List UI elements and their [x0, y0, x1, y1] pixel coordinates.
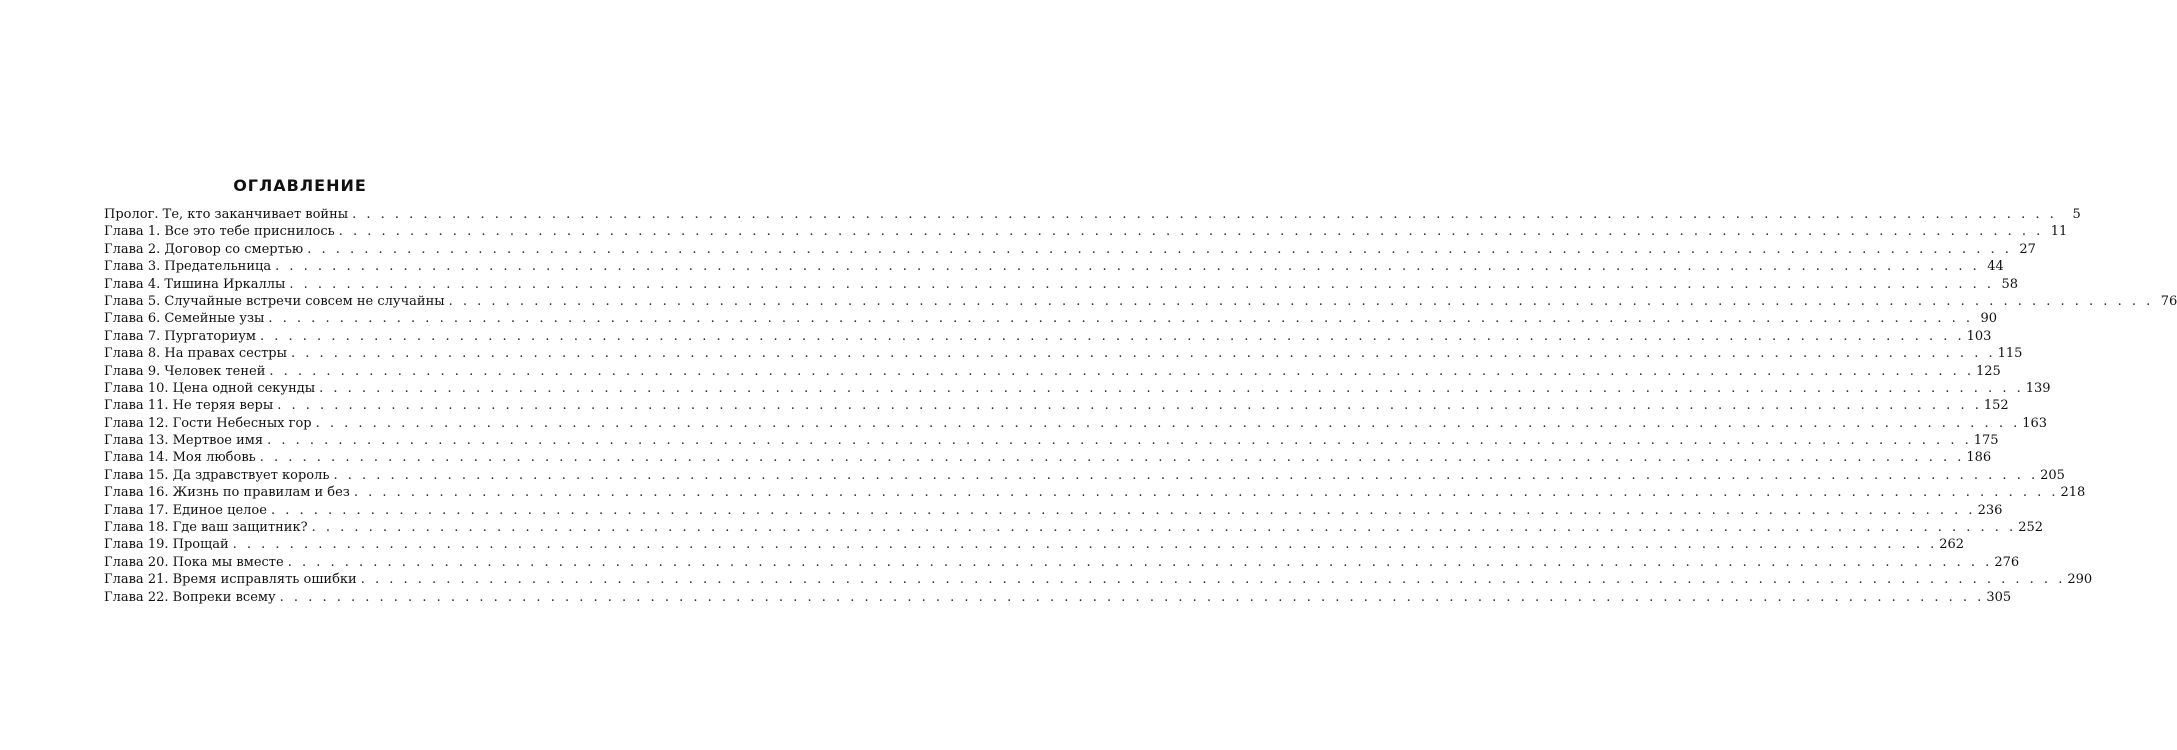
toc-entry-page-number: 290 — [2067, 572, 2093, 588]
toc-entry-page-number: 90 — [1980, 311, 1998, 327]
toc-entry-label: Глава 10. Цена одной секунды — [104, 380, 316, 396]
toc-entry — [104, 363, 2001, 380]
toc-entry — [104, 519, 2044, 536]
toc-entry-page-number: 58 — [2001, 276, 2019, 292]
toc-leader-dots: . . . . . . . . . . . . . . . . . . . . . . . . . . . . . . . . . . . . . . . . . . . . . . . . . . . . . . . . . . . . . . . . . . . . . . . . . . . . . . . . . . . . . . . . . . . . . . . . . . . . . . . . . . . . . . . . . . . . . . . . — [448, 293, 2154, 309]
toc-entry-label: Глава 7. Пургаториум — [104, 328, 256, 344]
toc-leader-dots: . . . . . . . . . . . . . . . . . . . . . . . . . . . . . . . . . . . . . . . . . . . . . . . . . . . . . . . . . . . . . . . . . . . . . . . . . . . . . . . . . . . . . . . . . . . . . . . . . . . . . . . . . . . . . . . . . . . . . . . . — [319, 380, 2024, 396]
toc-entry-label: Глава 5. Случайные встречи совсем не случайны — [104, 293, 445, 309]
toc-entry — [104, 589, 2012, 606]
toc-leader-dots: . . . . . . . . . . . . . . . . . . . . . . . . . . . . . . . . . . . . . . . . . . . . . . . . . . . . . . . . . . . . . . . . . . . . . . . . . . . . . . . . . . . . . . . . . . . . . . . . . . . . . . . . . . . . . . . . . . . . . . . . — [315, 415, 2021, 431]
toc-entry-page-number: 76 — [2160, 293, 2177, 309]
toc-leader-dots: . . . . . . . . . . . . . . . . . . . . . . . . . . . . . . . . . . . . . . . . . . . . . . . . . . . . . . . . . . . . . . . . . . . . . . . . . . . . . . . . . . . . . . . . . . . . . . . . . . . . . . . . . . . . . . . . . . . . . . . . — [275, 259, 1980, 275]
toc-entry-label: Глава 1. Все это тебе приснилось — [104, 224, 335, 240]
toc-entry — [104, 276, 2019, 293]
toc-leader-dots: . . . . . . . . . . . . . . . . . . . . . . . . . . . . . . . . . . . . . . . . . . . . . . . . . . . . . . . . . . . . . . . . . . . . . . . . . . . . . . . . . . . . . . . . . . . . . . . . . . . . . . . . . . . . . . . . . . . . . . . . — [268, 311, 1974, 327]
toc-entry-page-number: 163 — [2022, 415, 2048, 431]
toc-entry-label: Глава 21. Время исправлять ошибки — [104, 572, 357, 588]
toc-entry-label: Глава 22. Вопреки всему — [104, 589, 276, 605]
toc-entry — [104, 380, 2051, 397]
toc-entry-page-number: 186 — [1966, 450, 1992, 466]
table-of-contents — [104, 206, 2177, 606]
toc-entry-label: Глава 17. Единое целое — [104, 502, 267, 518]
toc-entry — [104, 536, 1965, 553]
toc-entry-label: Глава 4. Тишина Иркаллы — [104, 276, 286, 292]
toc-entry-page-number: 262 — [1939, 537, 1965, 553]
toc-leader-dots: . . . . . . . . . . . . . . . . . . . . . . . . . . . . . . . . . . . . . . . . . . . . . . . . . . . . . . . . . . . . . . . . . . . . . . . . . . . . . . . . . . . . . . . . . . . . . . . . . . . . . . . . . . . . . . . . . . . . . . . . — [269, 363, 1974, 379]
toc-entry — [104, 397, 2009, 414]
toc-entry-page-number: 252 — [2018, 520, 2044, 536]
toc-entry-page-number: 175 — [1973, 433, 1999, 449]
toc-leader-dots: . . . . . . . . . . . . . . . . . . . . . . . . . . . . . . . . . . . . . . . . . . . . . . . . . . . . . . . . . . . . . . . . . . . . . . . . . . . . . . . . . . . . . . . . . . . . . . . . . . . . . . . . . . . . . . . . . . . . . . . . — [333, 467, 2039, 483]
toc-entry — [104, 571, 2093, 588]
toc-entry-page-number: 44 — [1987, 259, 2004, 275]
toc-entry-page-number: 236 — [1977, 502, 2003, 518]
toc-entry — [104, 345, 2023, 362]
toc-entry-label: Глава 12. Гости Небесных гор — [104, 415, 312, 431]
toc-leader-dots: . . . . . . . . . . . . . . . . . . . . . . . . . . . . . . . . . . . . . . . . . . . . . . . . . . . . . . . . . . . . . . . . . . . . . . . . . . . . . . . . . . . . . . . . . . . . . . . . . . . . . . . . . . . . . . . . . . . . . . . . — [307, 241, 2012, 257]
toc-entry — [104, 293, 2177, 310]
toc-entry-page-number: 103 — [1966, 328, 1992, 344]
toc-leader-dots: . . . . . . . . . . . . . . . . . . . . . . . . . . . . . . . . . . . . . . . . . . . . . . . . . . . . . . . . . . . . . . . . . . . . . . . . . . . . . . . . . . . . . . . . . . . . . . . . . . . . . . . . . . . . . . . . . . . . . . . . — [290, 346, 1996, 362]
toc-entry — [104, 223, 2068, 240]
toc-entry-page-number: 276 — [1994, 554, 2020, 570]
toc-entry-page-number: 139 — [2025, 380, 2051, 396]
toc-entry-label: Глава 16. Жизнь по правилам и без — [104, 485, 350, 501]
toc-entry-page-number: 205 — [2040, 467, 2065, 483]
toc-entry-label: Глава 19. Прощай — [104, 537, 229, 553]
toc-entry — [104, 241, 2036, 258]
toc-entry-label: Глава 14. Моя любовь — [104, 450, 256, 466]
toc-entry-label: Глава 2. Договор со смертью — [104, 241, 304, 257]
toc-entry — [104, 310, 1998, 327]
toc-entry-label: Глава 13. Мертвое имя — [104, 433, 264, 449]
toc-entry-label: Глава 9. Человек теней — [104, 363, 266, 379]
toc-entry-page-number: 125 — [1976, 363, 2001, 379]
toc-leader-dots: . . . . . . . . . . . . . . . . . . . . . . . . . . . . . . . . . . . . . . . . . . . . . . . . . . . . . . . . . . . . . . . . . . . . . . . . . . . . . . . . . . . . . . . . . . . . . . . . . . . . . . . . . . . . . . . . . . . . . . . . — [232, 537, 1938, 553]
toc-leader-dots: . . . . . . . . . . . . . . . . . . . . . . . . . . . . . . . . . . . . . . . . . . . . . . . . . . . . . . . . . . . . . . . . . . . . . . . . . . . . . . . . . . . . . . . . . . . . . . . . . . . . . . . . . . . . . . . . . . . . . . . . — [360, 572, 2066, 588]
toc-entry — [104, 502, 2003, 519]
toc-entry-label: Глава 6. Семейные узы — [104, 311, 265, 327]
toc-entry-page-number: 305 — [1986, 589, 2012, 605]
toc-entry — [104, 449, 1992, 466]
toc-leader-dots: . . . . . . . . . . . . . . . . . . . . . . . . . . . . . . . . . . . . . . . . . . . . . . . . . . . . . . . . . . . . . . . . . . . . . . . . . . . . . . . . . . . . . . . . . . . . . . . . . . . . . . . . . . . . . . . . . . . . . . . . — [279, 589, 1985, 605]
toc-entry — [104, 258, 2004, 275]
toc-entry-page-number: 115 — [1997, 346, 2023, 362]
toc-leader-dots: . . . . . . . . . . . . . . . . . . . . . . . . . . . . . . . . . . . . . . . . . . . . . . . . . . . . . . . . . . . . . . . . . . . . . . . . . . . . . . . . . . . . . . . . . . . . . . . . . . . . . . . . . . . . . . . . . . . . . . . . — [311, 520, 2017, 536]
toc-entry-label: Глава 20. Пока мы вместе — [104, 554, 284, 570]
toc-leader-dots: . . . . . . . . . . . . . . . . . . . . . . . . . . . . . . . . . . . . . . . . . . . . . . . . . . . . . . . . . . . . . . . . . . . . . . . . . . . . . . . . . . . . . . . . . . . . . . . . . . . . . . . . . . . . . . . . . . . . . . . . — [289, 276, 1995, 292]
toc-entry — [104, 415, 2048, 432]
toc-entry — [104, 328, 1992, 345]
toc-leader-dots: . . . . . . . . . . . . . . . . . . . . . . . . . . . . . . . . . . . . . . . . . . . . . . . . . . . . . . . . . . . . . . . . . . . . . . . . . . . . . . . . . . . . . . . . . . . . . . . . . . . . . . . . . . . . . . . . . . . . . . . . — [267, 433, 1972, 449]
toc-entry-page-number: 5 — [2072, 207, 2081, 222]
toc-leader-dots: . . . . . . . . . . . . . . . . . . . . . . . . . . . . . . . . . . . . . . . . . . . . . . . . . . . . . . . . . . . . . . . . . . . . . . . . . . . . . . . . . . . . . . . . . . . . . . . . . . . . . . . . . . . . . . . . . . . . . . . . — [259, 450, 1965, 466]
toc-entry — [104, 432, 1999, 449]
toc-entry-page-number: 27 — [2019, 241, 2036, 257]
toc-leader-dots: . . . . . . . . . . . . . . . . . . . . . . . . . . . . . . . . . . . . . . . . . . . . . . . . . . . . . . . . . . . . . . . . . . . . . . . . . . . . . . . . . . . . . . . . . . . . . . . . . . . . . . . . . . . . . . . . . . . . . . . . — [338, 224, 2044, 240]
toc-leader-dots: . . . . . . . . . . . . . . . . . . . . . . . . . . . . . . . . . . . . . . . . . . . . . . . . . . . . . . . . . . . . . . . . . . . . . . . . . . . . . . . . . . . . . . . . . . . . . . . . . . . . . . . . . . . . . . . . . . . . . . . . — [270, 502, 1976, 518]
toc-entry — [104, 206, 2081, 223]
toc-entry — [104, 484, 2086, 501]
toc-entry — [104, 467, 2065, 484]
toc-entry-label: Глава 15. Да здравствует король — [104, 467, 330, 483]
toc-leader-dots: . . . . . . . . . . . . . . . . . . . . . . . . . . . . . . . . . . . . . . . . . . . . . . . . . . . . . . . . . . . . . . . . . . . . . . . . . . . . . . . . . . . . . . . . . . . . . . . . . . . . . . . . . . . . . . . . . . . . . . . . — [287, 554, 1993, 570]
page-title: ОГЛАВЛЕНИЕ — [233, 176, 367, 195]
toc-entry-label: Глава 18. Где ваш защитник? — [104, 520, 308, 536]
toc-entry-page-number: 218 — [2060, 485, 2086, 501]
toc-entry-page-number: 11 — [2050, 224, 2068, 240]
toc-leader-dots: . . . . . . . . . . . . . . . . . . . . . . . . . . . . . . . . . . . . . . . . . . . . . . . . . . . . . . . . . . . . . . . . . . . . . . . . . . . . . . . . . . . . . . . . . . . . . . . . . . . . . . . . . . . . . . . . . . . . . . . . — [260, 328, 1965, 344]
toc-entry-page-number: 152 — [1983, 398, 2009, 414]
toc-entry-label: Глава 8. На правах сестры — [104, 346, 287, 362]
toc-leader-dots: . . . . . . . . . . . . . . . . . . . . . . . . . . . . . . . . . . . . . . . . . . . . . . . . . . . . . . . . . . . . . . . . . . . . . . . . . . . . . . . . . . . . . . . . . . . . . . . . . . . . . . . . . . . . . . . . . . . . . . . . — [352, 207, 2057, 222]
toc-entry-label: Глава 3. Предательница — [104, 259, 272, 275]
toc-entry-label: Пролог. Те, кто заканчивает войны — [104, 207, 349, 222]
toc-entry-label: Глава 11. Не теряя веры — [104, 398, 274, 414]
toc-entry — [104, 554, 2020, 571]
toc-leader-dots: . . . . . . . . . . . . . . . . . . . . . . . . . . . . . . . . . . . . . . . . . . . . . . . . . . . . . . . . . . . . . . . . . . . . . . . . . . . . . . . . . . . . . . . . . . . . . . . . . . . . . . . . . . . . . . . . . . . . . . . . — [353, 485, 2059, 501]
toc-leader-dots: . . . . . . . . . . . . . . . . . . . . . . . . . . . . . . . . . . . . . . . . . . . . . . . . . . . . . . . . . . . . . . . . . . . . . . . . . . . . . . . . . . . . . . . . . . . . . . . . . . . . . . . . . . . . . . . . . . . . . . . . — [277, 398, 1982, 414]
